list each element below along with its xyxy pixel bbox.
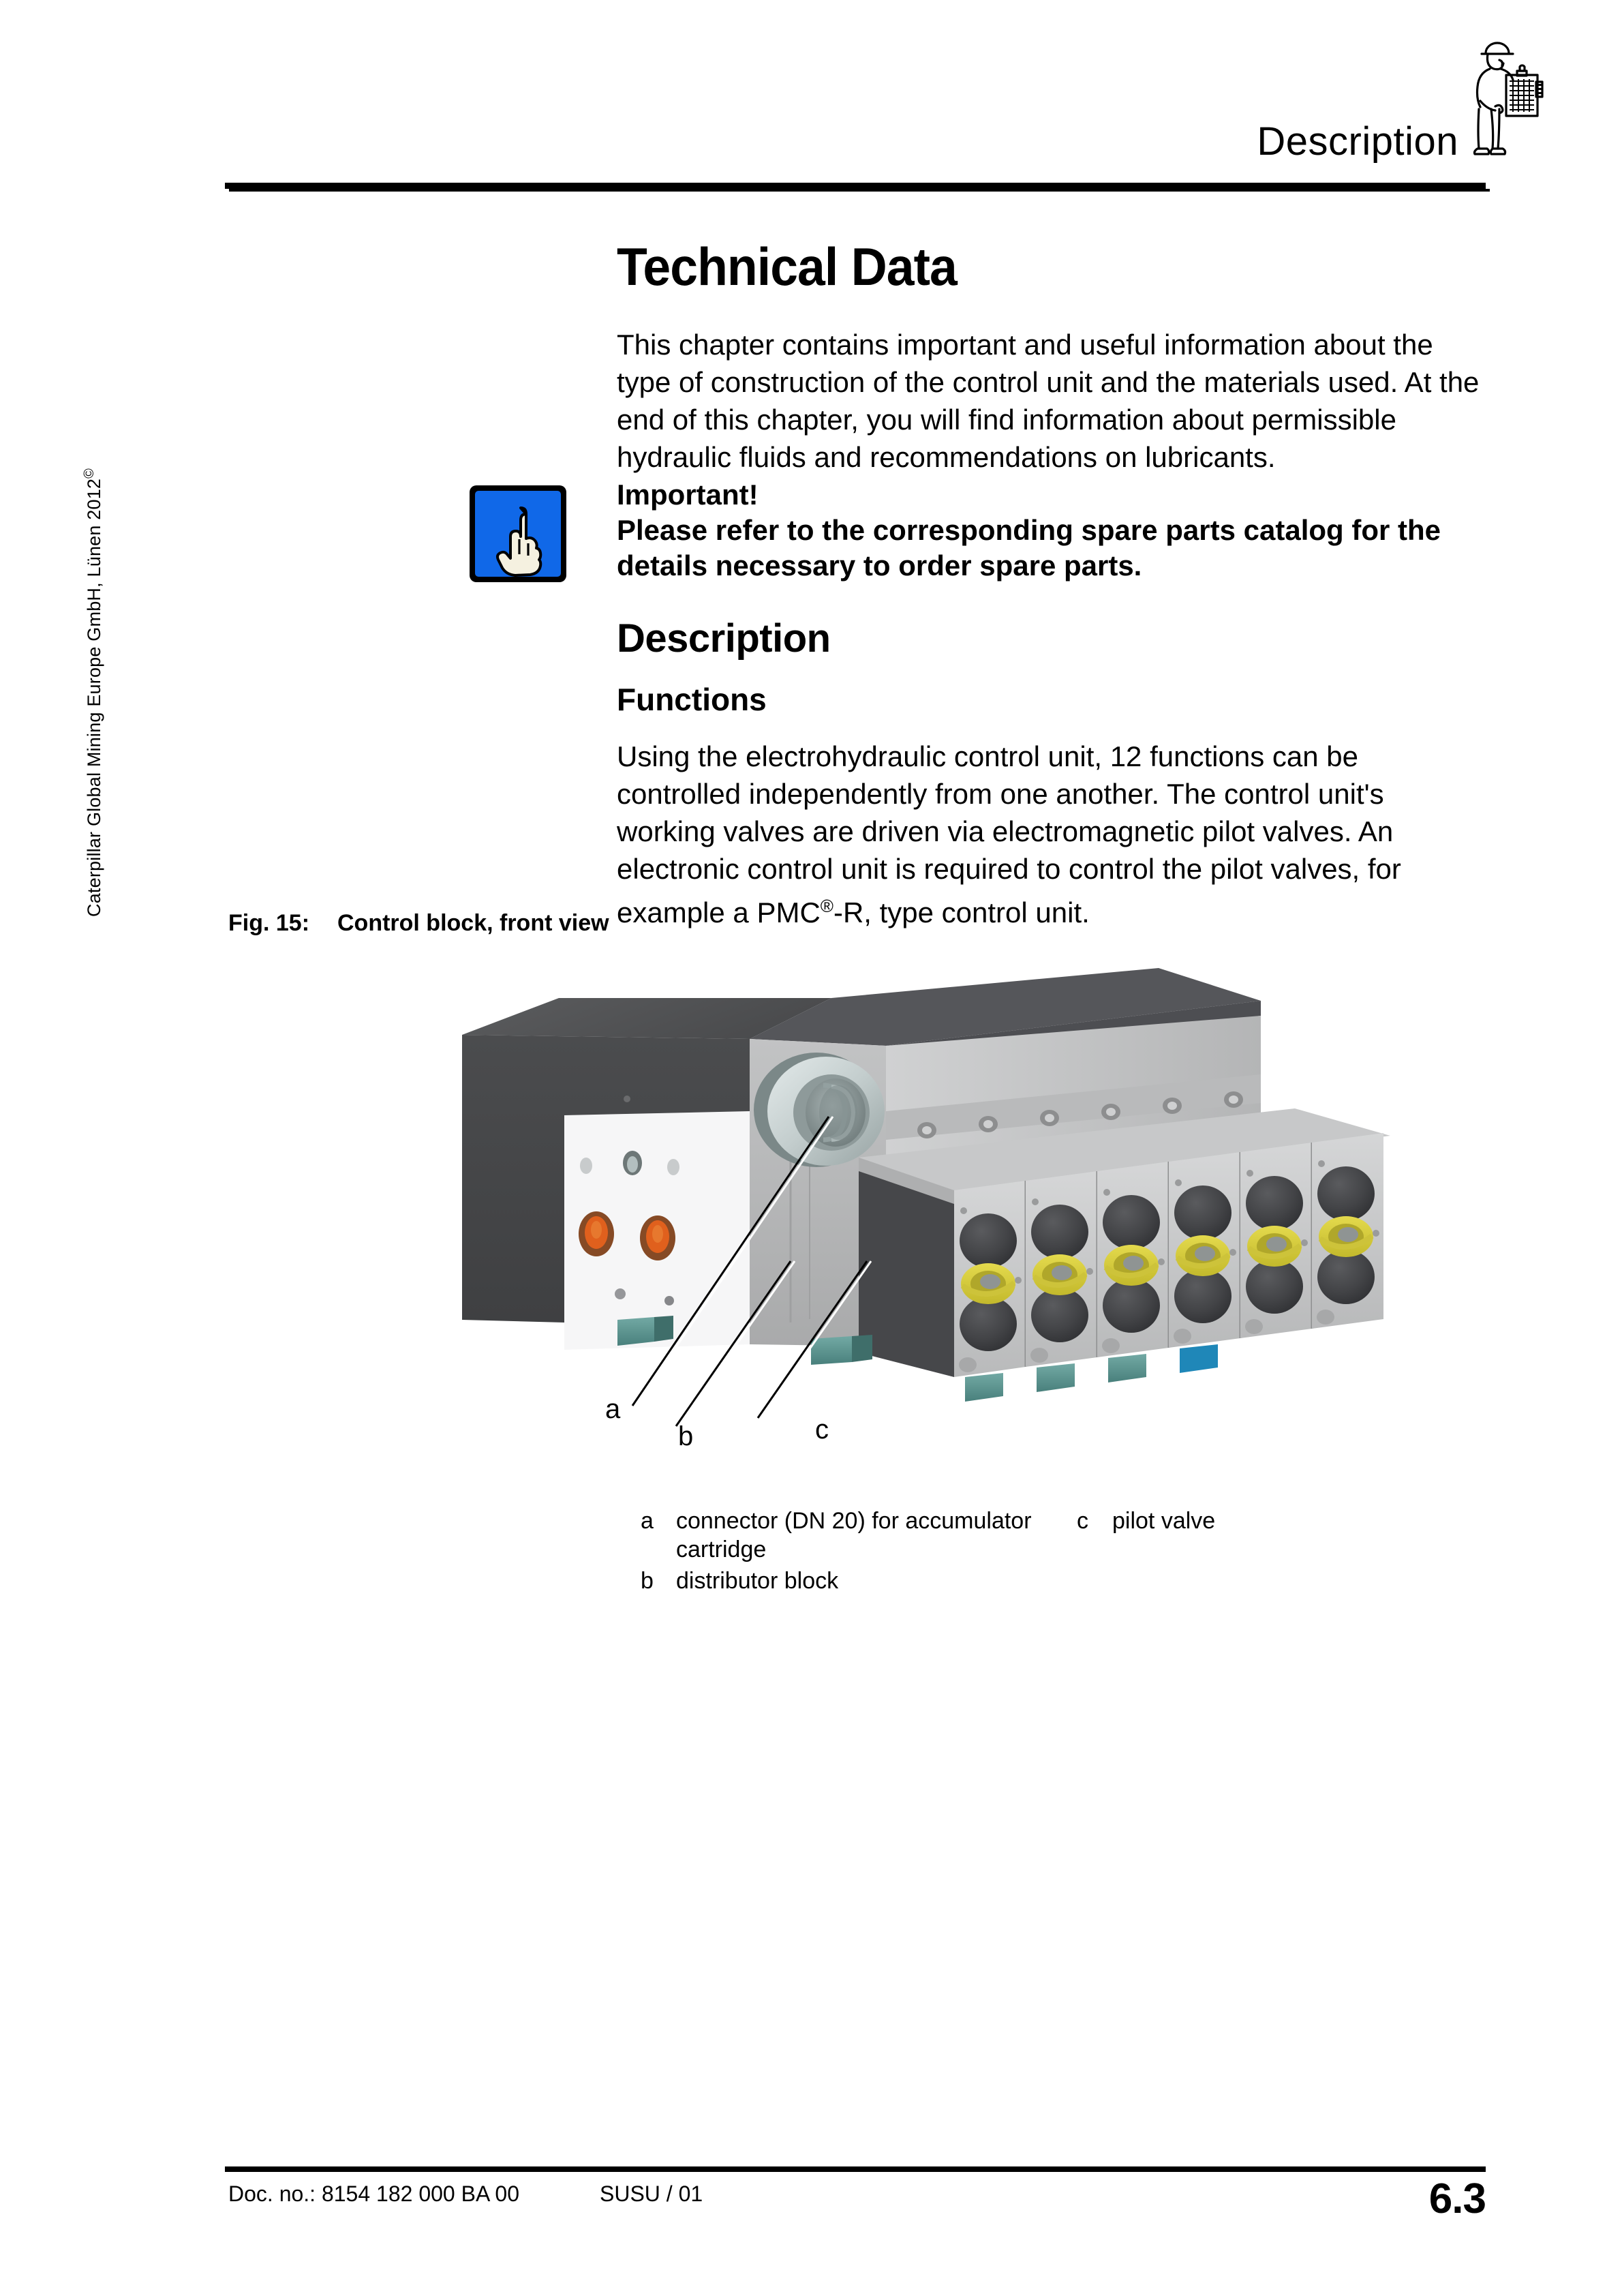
header-divider	[225, 183, 1486, 189]
figure-callout-b: b	[678, 1421, 694, 1451]
list-item	[641, 1567, 1063, 1595]
note-text: Please refer to the corresponding spare parts catalog for the details necessary to order spare parts.	[617, 514, 1441, 581]
note-title: Important!	[617, 479, 759, 511]
functions-paragraph	[617, 738, 1482, 931]
figure-caption	[228, 910, 609, 937]
valve-connector-blue	[1180, 1344, 1218, 1373]
legend-text-a: connector (DN 20) for accumulator cartridge	[676, 1508, 1032, 1562]
registered-mark: ®	[820, 896, 833, 916]
copyright-text: Caterpillar Global Mining Europe GmbH, Lünen 2012	[84, 478, 104, 917]
section-heading-description: Description	[617, 616, 831, 661]
pilot-valve-section	[1240, 1143, 1312, 1338]
figure-callout-c: c	[815, 1415, 829, 1445]
valve-coil-yellow	[1319, 1216, 1373, 1257]
functions-paragraph-part1: Using the electrohydraulic control unit, 12 functions can be controlled independently from one another. The control unit's working valves are driven via electromagnetic pilot valves. An electronic control unit is required to control the pilot valves, for example a PMC	[617, 740, 1401, 928]
valve-coil-yellow	[961, 1263, 1015, 1304]
page-header-title: Description	[1257, 119, 1458, 164]
footer-variant: SUSU / 01	[600, 2181, 703, 2206]
footer-doc-number: Doc. no.: 8154 182 000 BA 00	[228, 2181, 519, 2206]
subsection-heading-functions: Functions	[617, 682, 767, 717]
figure-control-block-front-view	[450, 941, 1418, 1472]
list-item	[641, 1507, 1063, 1564]
valve-coil-yellow	[1032, 1254, 1087, 1295]
page-number: 6.3	[1428, 2175, 1486, 2222]
legend-text-b: distributor block	[676, 1568, 839, 1594]
figure-caption-text: Control block, front view	[337, 910, 609, 936]
figure-legend-left-column	[641, 1507, 1063, 1598]
figure-callout-a: a	[605, 1394, 621, 1424]
footer-divider	[225, 2166, 1486, 2172]
inspector-clipboard-icon	[1465, 33, 1547, 162]
copyright-mark: ©	[82, 468, 97, 479]
valve-coil-yellow	[1176, 1235, 1230, 1276]
figure-number: Fig. 15:	[228, 910, 310, 936]
pilot-valve-section	[1312, 1133, 1383, 1329]
functions-paragraph-part2: -R, type control unit.	[833, 896, 1090, 928]
important-note	[617, 477, 1482, 584]
valve-coil-yellow	[1104, 1245, 1159, 1286]
valve-connector-teal	[965, 1373, 1003, 1402]
pointing-hand-icon	[468, 483, 568, 584]
figure-legend-right-column	[1077, 1507, 1404, 1538]
copyright-sidebar	[82, 440, 105, 917]
legend-text-c: pilot valve	[1112, 1508, 1216, 1534]
legend-key-a: a	[641, 1508, 654, 1534]
legend-key-b: b	[641, 1568, 654, 1594]
valve-coil-yellow	[1247, 1226, 1302, 1267]
intro-paragraph: This chapter contains important and useful information about the type of construction of the control unit and the materials used. At the end of this chapter, you will find information about permissible hydraulic fluids and recommendations on lubricants.	[617, 329, 1480, 473]
page-title: Technical Data	[617, 237, 957, 297]
valve-connector-teal	[1037, 1363, 1075, 1392]
legend-key-c: c	[1077, 1508, 1088, 1534]
valve-connector-teal	[1108, 1354, 1146, 1383]
list-item	[1077, 1507, 1404, 1535]
